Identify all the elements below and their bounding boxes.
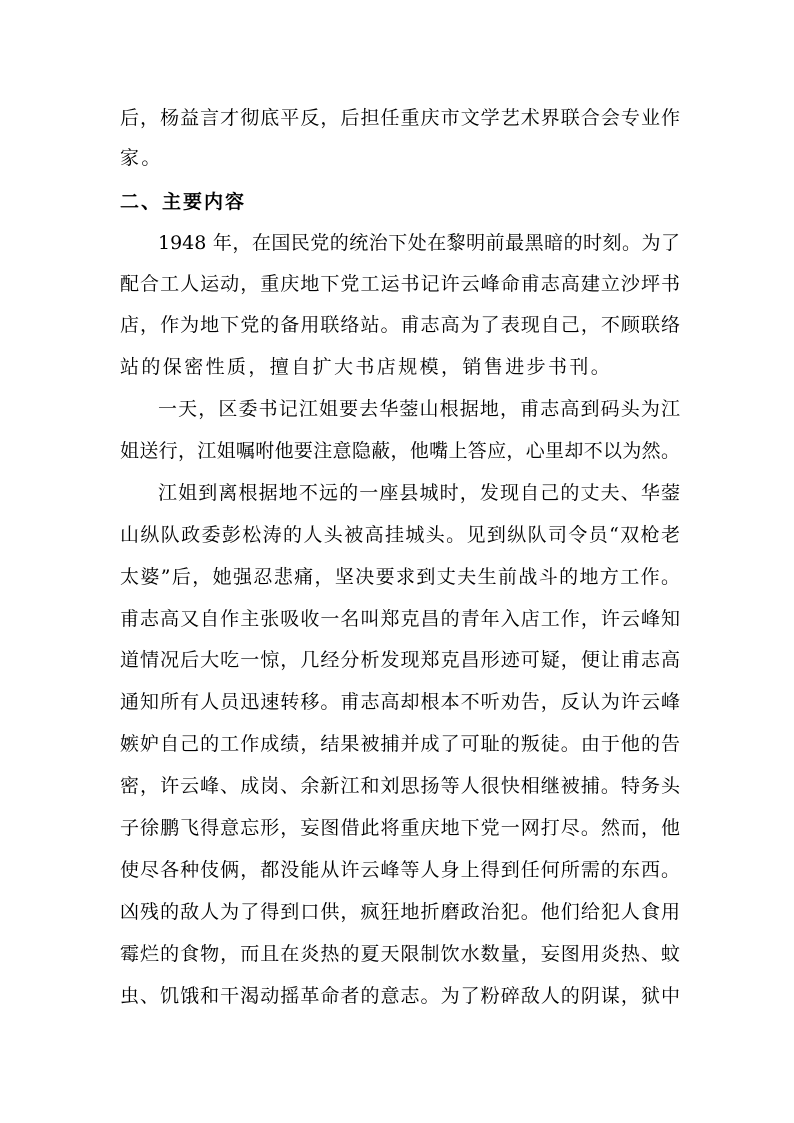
text-line: 子徐鹏飞得意忘形，妄图借此将重庆地下党一网打尽。然而，他 (120, 817, 680, 839)
text-line: 道情况后大吃一惊，几经分析发现郑克昌形迹可疑，便让甫志高 (120, 649, 680, 671)
text-line: 家。 (120, 147, 163, 169)
text-line: 1948 年，在国民党的统治下处在黎明前最黑暗的时刻。为了 (158, 232, 680, 254)
text-line: 通知所有人员迅速转移。甫志高却根本不听劝告，反认为许云峰 (120, 691, 680, 713)
text-line: 山纵队政委彭松涛的人头被高挂城头。见到纵队司令员“双枪老 (120, 524, 680, 546)
text-line: 姐送行，江姐嘱咐他要注意隐蔽，他嘴上答应，心里却不以为然。 (120, 440, 680, 462)
text-line: 密，许云峰、成岗、余新江和刘思扬等人很快相继被捕。特务头 (120, 775, 680, 797)
text-line: 虫、饥饿和干渴动摇革命者的意志。为了粉碎敌人的阴谋，狱中 (120, 985, 680, 1007)
text-line: 甫志高又自作主张吸收一名叫郑克昌的青年入店工作，许云峰知 (120, 608, 680, 630)
section-heading: 二、主要内容 (120, 191, 247, 213)
text-line: 配合工人运动，重庆地下党工运书记许云峰命甫志高建立沙坪书 (120, 273, 680, 295)
text-line: 站的保密性质，擅自扩大书店规模，销售进步书刊。 (120, 356, 613, 378)
text-line: 太婆”后，她强忍悲痛，坚决要求到丈夫生前战斗的地方工作。 (120, 566, 680, 588)
text-line: 一天，区委书记江姐要去华蓥山根据地，甫志高到码头为江 (158, 398, 680, 420)
text-line: 江姐到离根据地不远的一座县城时，发现自己的丈夫、华蓥 (158, 482, 680, 504)
text-line: 后，杨益言才彻底平反，后担任重庆市文学艺术界联合会专业作 (120, 107, 680, 129)
text-line: 凶残的敌人为了得到口供，疯狂地折磨政治犯。他们给犯人食用 (120, 901, 680, 923)
text-line: 店，作为地下党的备用联络站。甫志高为了表现自己，不顾联络 (120, 314, 680, 336)
text-line: 使尽各种伎俩，都没能从许云峰等人身上得到任何所需的东西。 (120, 859, 680, 881)
text-line: 嫉妒自己的工作成绩，结果被捕并成了可耻的叛徒。由于他的告 (120, 733, 680, 755)
text-line: 霉烂的食物，而且在炎热的夏天限制饮水数量，妄图用炎热、蚊 (120, 943, 680, 965)
